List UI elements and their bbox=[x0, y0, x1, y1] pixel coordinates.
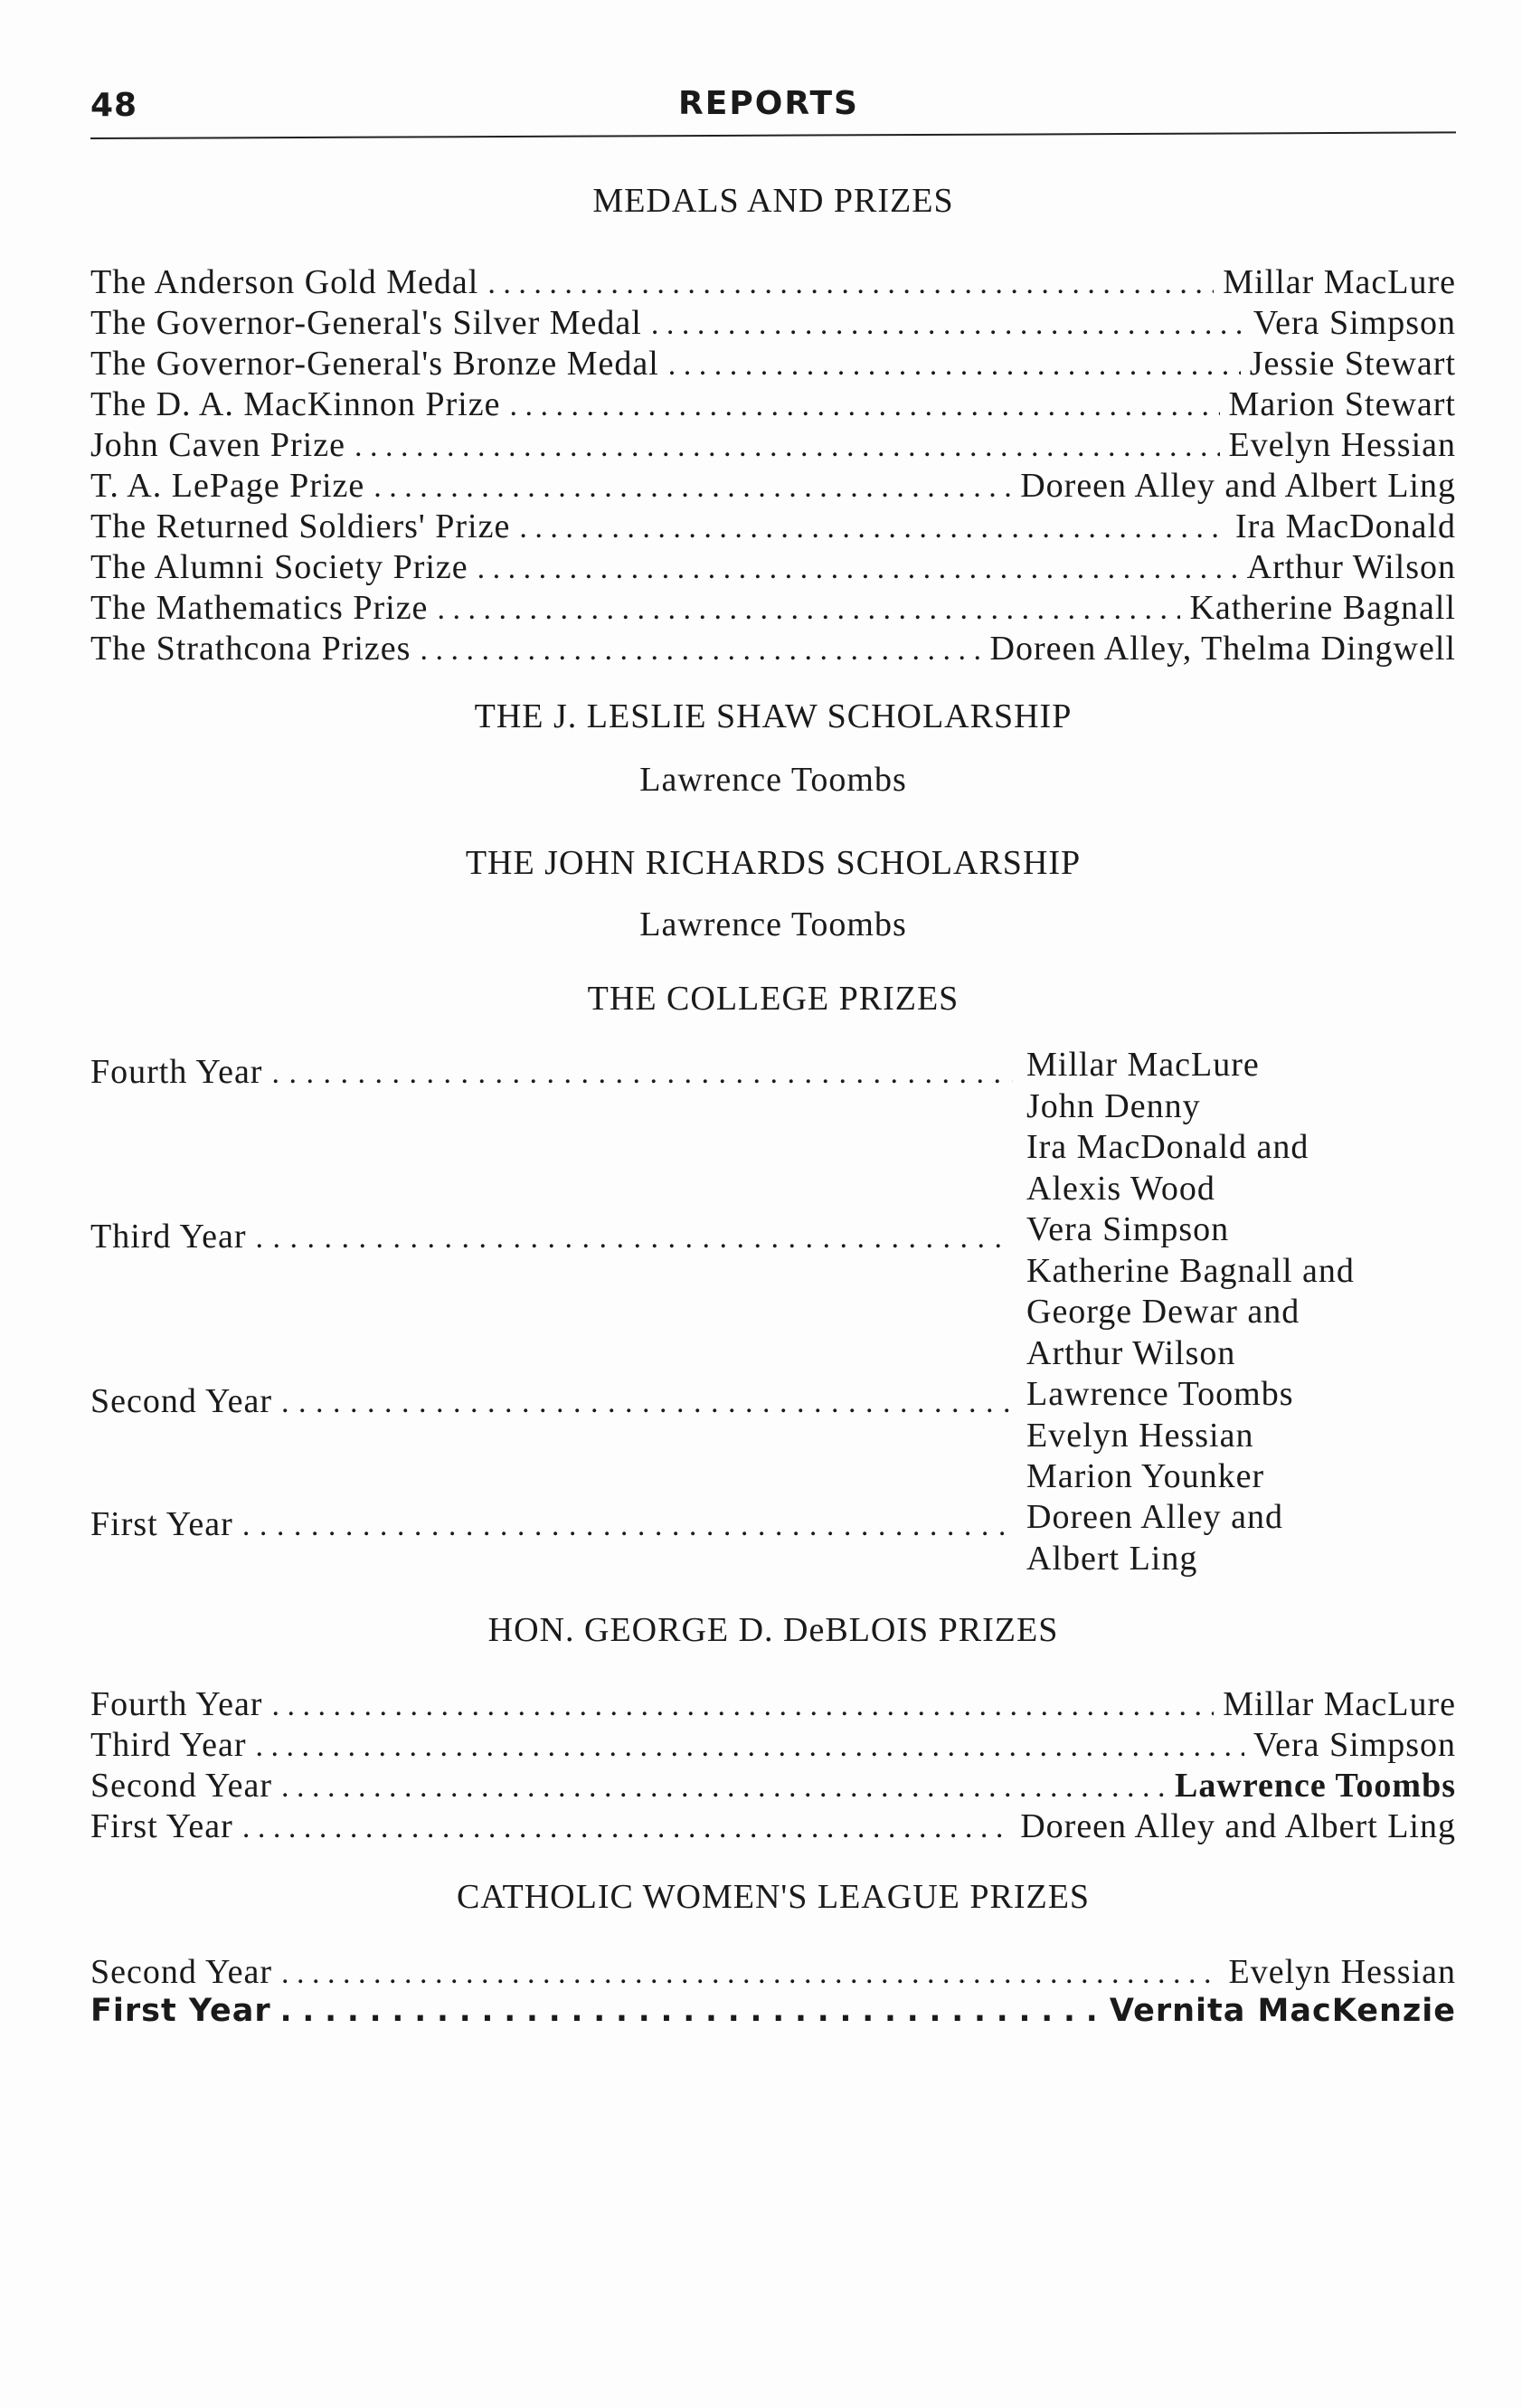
college-year-names bbox=[1026, 1045, 1309, 1209]
medal-label: The Governor-General's Silver Medal bbox=[90, 304, 642, 342]
dot-leader bbox=[420, 633, 980, 668]
dot-leader bbox=[281, 1957, 1220, 1991]
dot-leader bbox=[271, 1057, 1013, 1091]
college-winner: Marion Younker bbox=[1026, 1457, 1265, 1495]
dot-leader bbox=[280, 1993, 1101, 2029]
medal-winner: Doreen Alley and Albert Ling bbox=[1020, 467, 1456, 505]
college-year-row bbox=[90, 1217, 1022, 1256]
college-year-names bbox=[1026, 1497, 1283, 1579]
medal-winner: Ira MacDonald bbox=[1234, 507, 1456, 545]
cwl-year-label: First Year bbox=[90, 1993, 271, 2029]
medal-label: The Strathcona Prizes bbox=[90, 630, 411, 668]
medal-row bbox=[90, 303, 1456, 345]
richards-winner: Lawrence Toombs bbox=[639, 905, 907, 943]
deblois-row bbox=[90, 1684, 1456, 1726]
cwl-winner: Evelyn Hessian bbox=[1228, 1953, 1456, 1991]
dot-leader bbox=[355, 430, 1220, 464]
college-winner: Alexis Wood bbox=[1026, 1169, 1215, 1208]
medal-label: T. A. LePage Prize bbox=[90, 467, 365, 505]
medal-row bbox=[90, 262, 1456, 304]
college-winner: Albert Ling bbox=[1026, 1539, 1198, 1578]
running-head bbox=[90, 80, 1447, 134]
college-year-names bbox=[1026, 1374, 1294, 1498]
medal-winner: Vera Simpson bbox=[1253, 304, 1456, 342]
dot-leader bbox=[256, 1221, 1013, 1256]
section-title-shaw: THE J. LESLIE SHAW SCHOLARSHIP bbox=[474, 697, 1073, 735]
section-title-cwl: CATHOLIC WOMEN'S LEAGUE PRIZES bbox=[456, 1878, 1091, 1916]
college-winner: Katherine Bagnall and bbox=[1026, 1251, 1355, 1290]
medal-row bbox=[90, 588, 1456, 630]
dot-leader bbox=[487, 267, 1214, 301]
dot-leader bbox=[373, 470, 1011, 505]
medal-winner: Arthur Wilson bbox=[1246, 548, 1456, 586]
dot-leader bbox=[256, 1730, 1244, 1764]
deblois-year-label: Second Year bbox=[90, 1767, 272, 1805]
dot-leader bbox=[271, 1689, 1214, 1723]
college-year-row bbox=[90, 1504, 1022, 1544]
cwl-winner: Vernita MacKenzie bbox=[1109, 1993, 1456, 2029]
section-title-college: THE COLLEGE PRIZES bbox=[587, 980, 960, 1018]
medal-label: The Governor-General's Bronze Medal bbox=[90, 345, 659, 383]
dot-leader bbox=[509, 389, 1219, 423]
medal-label: The Returned Soldiers' Prize bbox=[90, 507, 511, 545]
dot-leader bbox=[437, 593, 1180, 627]
college-winner: John Denny bbox=[1026, 1086, 1201, 1125]
medal-label: The Alumni Society Prize bbox=[90, 548, 468, 586]
dot-leader bbox=[651, 308, 1244, 342]
college-winner: Arthur Wilson bbox=[1026, 1333, 1236, 1372]
dot-leader bbox=[242, 1811, 1011, 1845]
cwl-year-label: Second Year bbox=[90, 1953, 272, 1991]
medal-winner: Evelyn Hessian bbox=[1228, 426, 1456, 464]
dot-leader bbox=[281, 1770, 1166, 1805]
medal-winner: Millar MacLure bbox=[1223, 263, 1456, 301]
medal-winner: Marion Stewart bbox=[1228, 385, 1456, 423]
running-title: REPORTS bbox=[678, 85, 859, 122]
medal-row bbox=[90, 384, 1456, 426]
deblois-row bbox=[90, 1806, 1456, 1848]
college-winner: Ira MacDonald and bbox=[1026, 1128, 1309, 1166]
college-winner: Evelyn Hessian bbox=[1026, 1416, 1254, 1455]
deblois-row bbox=[90, 1725, 1456, 1767]
medal-row bbox=[90, 629, 1456, 670]
college-winner: Doreen Alley and bbox=[1026, 1498, 1284, 1536]
page-number: 48 bbox=[90, 87, 138, 124]
college-winner: Millar MacLure bbox=[1026, 1046, 1260, 1084]
medal-winner: Katherine Bagnall bbox=[1189, 589, 1456, 627]
college-year-label: Second Year bbox=[90, 1382, 272, 1420]
dot-leader bbox=[242, 1509, 1013, 1543]
medal-row bbox=[90, 344, 1456, 385]
section-title-deblois: HON. GEORGE D. DeBLOIS PRIZES bbox=[487, 1611, 1059, 1649]
college-winner: George Dewar and bbox=[1026, 1293, 1300, 1331]
dot-leader bbox=[668, 348, 1241, 383]
college-year-row bbox=[90, 1052, 1022, 1092]
deblois-winner: Millar MacLure bbox=[1223, 1685, 1456, 1723]
deblois-winner: Vera Simpson bbox=[1253, 1726, 1456, 1764]
college-year-names bbox=[1026, 1209, 1355, 1374]
medal-label: The D. A. MacKinnon Prize bbox=[90, 385, 501, 423]
medal-winner: Doreen Alley, Thelma Dingwell bbox=[989, 630, 1456, 668]
medal-row bbox=[90, 507, 1456, 548]
college-year-label: Third Year bbox=[90, 1218, 247, 1256]
college-winner: Lawrence Toombs bbox=[1026, 1375, 1294, 1413]
college-year-label: Fourth Year bbox=[90, 1053, 263, 1091]
college-prizes-list bbox=[90, 1045, 1456, 1588]
deblois-winner: Lawrence Toombs bbox=[1175, 1767, 1456, 1805]
deblois-year-label: Third Year bbox=[90, 1726, 247, 1764]
medal-label: The Mathematics Prize bbox=[90, 589, 429, 627]
deblois-row bbox=[90, 1766, 1456, 1807]
medal-winner: Jessie Stewart bbox=[1249, 345, 1456, 383]
medal-row bbox=[90, 466, 1456, 507]
medal-label: The Anderson Gold Medal bbox=[90, 263, 479, 301]
deblois-winner: Doreen Alley and Albert Ling bbox=[1020, 1807, 1456, 1845]
medal-row bbox=[90, 547, 1456, 589]
shaw-winner: Lawrence Toombs bbox=[639, 761, 907, 799]
medal-row bbox=[90, 425, 1456, 467]
dot-leader bbox=[477, 552, 1238, 586]
college-winner: Vera Simpson bbox=[1026, 1210, 1230, 1248]
dot-leader bbox=[519, 511, 1226, 545]
college-year-label: First Year bbox=[90, 1505, 233, 1543]
cwl-row bbox=[90, 1952, 1456, 1994]
medal-label: John Caven Prize bbox=[90, 426, 345, 464]
deblois-year-label: First Year bbox=[90, 1807, 233, 1845]
deblois-year-label: Fourth Year bbox=[90, 1685, 263, 1723]
college-year-row bbox=[90, 1381, 1022, 1421]
cwl-row bbox=[90, 1993, 1456, 2034]
section-title-richards: THE JOHN RICHARDS SCHOLARSHIP bbox=[465, 844, 1082, 882]
dot-leader bbox=[281, 1386, 1013, 1420]
section-title-medals: MEDALS AND PRIZES bbox=[592, 182, 954, 220]
